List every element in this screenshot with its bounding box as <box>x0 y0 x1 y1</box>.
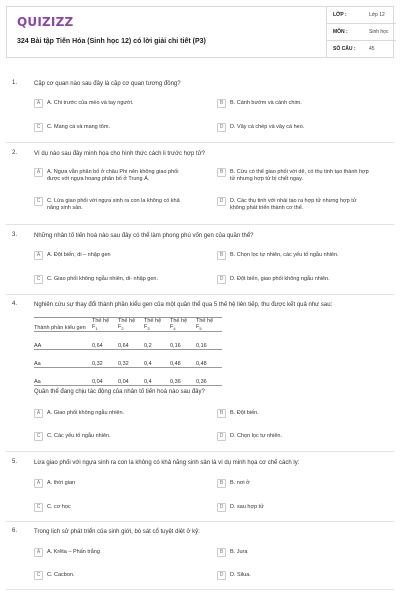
meta-key: SỐ CÂU : <box>333 46 356 52</box>
quizizz-logo: QUIZIZZ <box>17 15 74 29</box>
gen-label: Thế hệ F <box>170 318 188 330</box>
gen-label: Thế hệ F <box>118 318 136 330</box>
table-cell: 0,4 <box>144 350 170 368</box>
table-row <box>34 332 222 350</box>
option-letter: B <box>217 251 226 260</box>
option-letter: D <box>217 275 226 284</box>
meta-row-class <box>327 7 396 24</box>
option-text: A. thời gian <box>47 480 76 486</box>
option-letter: C <box>34 197 43 206</box>
table-cell: 0,36 <box>196 368 222 386</box>
option-text: B. nơi ở <box>230 480 250 486</box>
option-text: C. Cacbon. <box>47 572 75 578</box>
meta-row-subject <box>327 24 396 41</box>
table-cell: 0,36 <box>170 368 196 386</box>
table-cell: 0,32 <box>118 350 144 368</box>
option-text: C. Mang cá và mang tôm. <box>47 124 110 130</box>
question-number: 3. <box>12 232 18 238</box>
table-cell: AA <box>34 332 92 350</box>
option-text: B. Cừu có thể giao phối với dê, có thụ tinh tạo thành hợp tử nhưng hợp tử bị chết ngay. <box>230 169 369 182</box>
question-number: 6. <box>12 528 18 534</box>
option-text: A. Krêta – Phấn trắng <box>47 549 100 555</box>
option-text: C. cơ học <box>47 504 71 510</box>
option-letter: C <box>34 503 43 512</box>
option-letter: B <box>217 409 226 418</box>
table-header-cell: Thành phần kiểu gen <box>34 318 92 332</box>
option-letter: A <box>34 409 43 418</box>
option-text: B. Cánh bướm và cánh chim. <box>230 100 302 106</box>
option-text: B. Jura <box>230 549 248 555</box>
question-text: Trong lịch sử phát triển của sinh giới, bò sát cổ tuyệt diệt ở kỷ: <box>34 529 200 535</box>
table-cell: 0,64 <box>118 332 144 350</box>
option-text: A. Chi trước của mèo và tay người. <box>47 100 134 106</box>
table-header-cell: Thế hệ $F_2$ <box>118 318 144 332</box>
table-cell: 0,04 <box>118 368 144 386</box>
table-cell: 0,48 <box>196 350 222 368</box>
divider <box>6 142 394 143</box>
option-text: C. Các yếu tố ngẫu nhiên. <box>47 433 111 439</box>
option-letter: D <box>217 197 226 206</box>
option-text: A. Đột biến, di – nhập gen <box>47 252 111 258</box>
gen-label: Thế hệ F <box>196 318 214 330</box>
divider <box>6 224 394 225</box>
question-text: Ví dụ nào sau đây minh họa cho hình thức cách li trước hợp tử? <box>34 151 206 157</box>
question-number: 1. <box>12 80 18 86</box>
option-text: D. Các thụ tinh với nhái tạo ra hợp tử nhưng hợp tử không phát triển thành cơ thể. <box>230 198 357 211</box>
divider <box>6 294 394 295</box>
option-text: D. Đột biến, giao phối không ngẫu nhiên. <box>230 276 330 282</box>
option-letter: D <box>217 123 226 132</box>
table-cell: 0,32 <box>92 350 118 368</box>
option-letter: A <box>34 99 43 108</box>
table-cell: Aa <box>34 350 92 368</box>
option-letter: B <box>217 168 226 177</box>
option-letter: C <box>34 275 43 284</box>
table-header-cell: Thế hệ $F_5$ <box>196 318 222 332</box>
question-number: 2. <box>12 150 18 156</box>
option-text: B. Chọn lọc tự nhiên, các yếu tố ngẫu nhiên. <box>230 252 339 258</box>
table-cell: 0,4 <box>144 368 170 386</box>
meta-value: 45 <box>369 46 375 52</box>
table-header-cell: Thế hệ $F_1$ <box>92 318 118 332</box>
option-letter: D <box>217 432 226 441</box>
option-letter: B <box>217 548 226 557</box>
question-text: Lừa giao phối với ngựa sinh ra con la không có khả năng sinh sản là ví dụ minh họa cơ chế cách ly: <box>34 460 300 466</box>
option-text: A. Giao phối không ngẫu nhiên. <box>47 410 125 416</box>
option-text: B. Đột biến. <box>230 410 259 416</box>
option-letter: C <box>34 123 43 132</box>
option-letter: C <box>34 571 43 580</box>
table-cell: 0,64 <box>92 332 118 350</box>
option-letter: C <box>34 432 43 441</box>
table-header-cell: Thế hệ $F_4$ <box>170 318 196 332</box>
option-text: D. Chọn lọc tự nhiên. <box>230 433 282 439</box>
question-number: 5. <box>12 459 18 465</box>
option-letter: D <box>217 503 226 512</box>
divider <box>6 589 394 590</box>
meta-value: Lớp 12 <box>369 12 385 18</box>
option-text: C. Giao phối không ngẫu nhiên, di- nhập gen. <box>47 276 158 282</box>
gen-label: Thế hệ F <box>144 318 162 330</box>
table-cell: 0,16 <box>196 332 222 350</box>
table-cell: 0,16 <box>170 332 196 350</box>
option-text: D. sau hợp tử <box>230 504 264 510</box>
table-cell: 0,48 <box>170 350 196 368</box>
question-number: 4. <box>12 301 18 307</box>
table-header-row <box>34 318 222 332</box>
option-text: D. Silua. <box>230 572 251 578</box>
divider <box>6 451 394 452</box>
option-letter: B <box>217 99 226 108</box>
option-letter: B <box>217 479 226 488</box>
option-letter: A <box>34 251 43 260</box>
table-cell: 0,2 <box>144 332 170 350</box>
option-text: C. Lừa giao phối với ngựa sinh ra con la không có khả năng sinh sản. <box>47 198 180 211</box>
gen-label: Thế hệ F <box>92 318 110 330</box>
table-header-cell: Thế hệ $F_3$ <box>144 318 170 332</box>
meta-row-count <box>327 41 396 58</box>
question-text: Những nhân tố tiến hoá nào sau đây có thể làm phong phú vốn gen của quần thể? <box>34 233 254 239</box>
table-cell: 0,04 <box>92 368 118 386</box>
meta-panel <box>326 7 395 57</box>
question-text: Nghiên cứu sự thay đổi thành phần kiểu gen của một quần thể qua 5 thế hệ liên tiếp, thu được kết quả như sau: <box>34 302 333 308</box>
option-letter: A <box>34 168 43 177</box>
page-title: 324 Bài tập Tiến Hóa (Sinh học 12) có lời giải chi tiết (P3) <box>17 38 206 45</box>
option-letter: A <box>34 479 43 488</box>
genotype-table <box>34 317 222 386</box>
document-header <box>6 6 394 58</box>
meta-key: LỚP : <box>333 12 347 18</box>
question-text: Quần thể đang chịu tác động của nhân tố tiến hoá nào sau đây? <box>34 389 205 395</box>
option-letter: D <box>217 571 226 580</box>
meta-key: MÔN : <box>333 29 348 35</box>
table-cell: Aa <box>34 368 92 386</box>
divider <box>6 521 394 522</box>
question-text: Cặp cơ quan nào sau đây là cặp cơ quan tương đồng? <box>34 81 181 87</box>
meta-value: Sinh học <box>369 29 389 35</box>
option-text: A. Ngựa vằn phân bố ở châu Phi nên không giao phối được với ngựa hoang phân bố ở Trung Á. <box>47 169 179 182</box>
table-row <box>34 350 222 368</box>
option-text: D. Vây cá chép và vây cá heo. <box>230 124 305 130</box>
table-row <box>34 368 222 386</box>
option-letter: A <box>34 548 43 557</box>
